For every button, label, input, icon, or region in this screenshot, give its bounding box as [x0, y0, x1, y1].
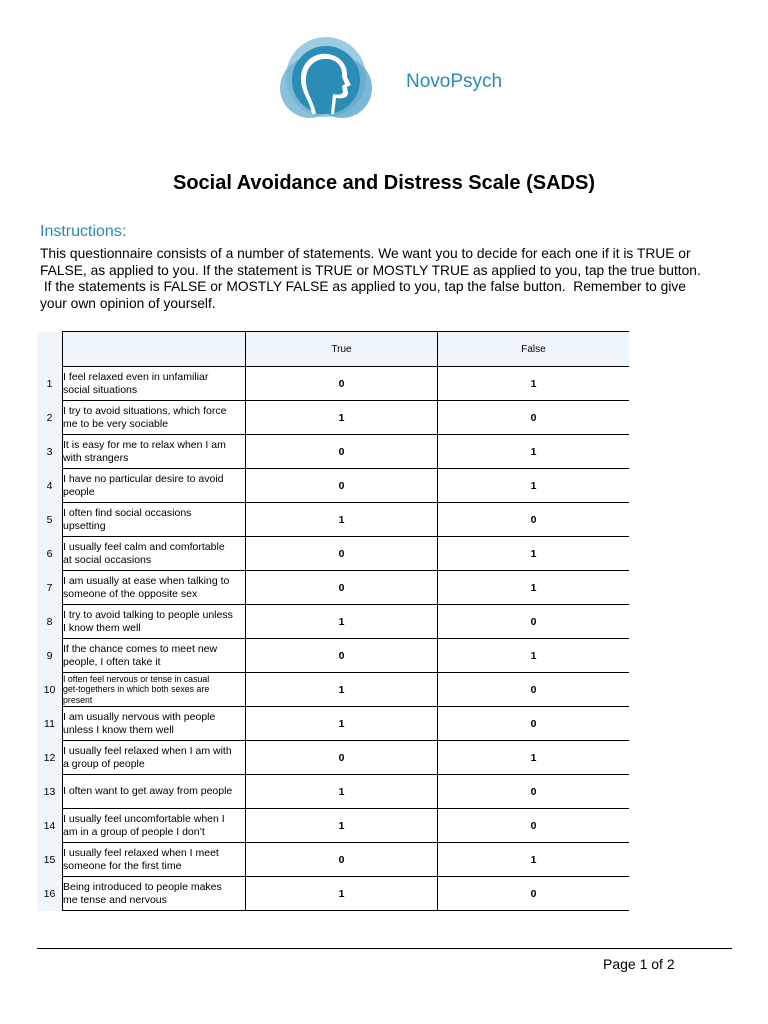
true-score-cell[interactable]: 1	[246, 877, 438, 911]
statement-line: I am usually at ease when talking to	[63, 575, 230, 587]
true-score-cell[interactable]: 0	[246, 571, 438, 605]
instructions-line: If the statements is FALSE or MOSTLY FALSE as applied to you, tap the false button. Remember to give	[40, 279, 686, 294]
novopsych-logo	[270, 30, 382, 130]
false-score-cell[interactable]: 1	[438, 843, 630, 877]
false-score-cell[interactable]: 1	[438, 435, 630, 469]
false-score-cell[interactable]: 0	[438, 605, 630, 639]
item-number: 13	[37, 775, 63, 809]
false-score-cell[interactable]: 0	[438, 775, 630, 809]
table-row	[37, 877, 629, 911]
item-statement	[63, 843, 246, 877]
item-statement	[63, 503, 246, 537]
statement-line: I often feel nervous or tense in casual	[63, 673, 210, 684]
statement-line: I have no particular desire to avoid	[63, 473, 224, 485]
statement-line: I try to avoid situations, which force	[63, 405, 227, 417]
item-number: 8	[37, 605, 63, 639]
item-statement	[63, 401, 246, 435]
item-number: 3	[37, 435, 63, 469]
statement-line: with strangers	[63, 451, 129, 464]
false-score-cell[interactable]: 1	[438, 741, 630, 775]
table-row	[37, 775, 629, 809]
item-statement	[63, 707, 246, 741]
true-score-cell[interactable]: 1	[246, 605, 438, 639]
false-score-cell[interactable]: 1	[438, 639, 630, 673]
statement-line: social situations	[63, 383, 138, 396]
item-number: 16	[37, 877, 63, 911]
item-statement	[63, 367, 246, 401]
head-profile-circles-icon	[270, 30, 382, 130]
table-row	[37, 537, 629, 571]
column-header-false: False	[438, 332, 630, 367]
true-score-cell[interactable]: 1	[246, 809, 438, 843]
false-score-cell[interactable]: 1	[438, 469, 630, 503]
statement-line: I feel relaxed even in unfamiliar	[63, 371, 209, 383]
false-score-cell[interactable]: 1	[438, 537, 630, 571]
item-statement	[63, 673, 246, 707]
footer-divider	[37, 948, 732, 949]
statement-line: I am usually nervous with people	[63, 711, 216, 723]
item-statement	[63, 809, 246, 843]
table-row	[37, 707, 629, 741]
item-number: 5	[37, 503, 63, 537]
header-number-cell	[37, 332, 63, 367]
statement-line: get-togethers in which both sexes are	[63, 684, 210, 695]
statement-line: It is easy for me to relax when I am	[63, 439, 226, 451]
false-score-cell[interactable]: 0	[438, 809, 630, 843]
true-score-cell[interactable]: 0	[246, 741, 438, 775]
statement-line: I try to avoid talking to people unless	[63, 609, 233, 621]
true-score-cell[interactable]: 1	[246, 401, 438, 435]
statement-line: someone for the first time	[63, 859, 182, 872]
statement-line: I usually feel relaxed when I meet	[63, 847, 219, 859]
table-row	[37, 843, 629, 877]
item-number: 1	[37, 367, 63, 401]
item-statement	[63, 469, 246, 503]
page-number: Page 1 of 2	[603, 956, 675, 972]
table-row	[37, 503, 629, 537]
instructions-text	[40, 246, 740, 312]
statement-line: present	[63, 694, 93, 705]
true-score-cell[interactable]: 1	[246, 503, 438, 537]
statement-line: If the chance comes to meet new	[63, 643, 218, 655]
instructions-line: This questionnaire consists of a number of statements. We want you to decide for each one if it is TRUE or	[40, 246, 691, 261]
item-statement	[63, 775, 246, 809]
false-score-cell[interactable]: 1	[438, 571, 630, 605]
instructions-line: your own opinion of yourself.	[40, 295, 216, 311]
statement-line: a group of people	[63, 757, 145, 770]
statement-line: someone of the opposite sex	[63, 587, 198, 600]
true-score-cell[interactable]: 1	[246, 775, 438, 809]
table-row	[37, 741, 629, 775]
table-row	[37, 809, 629, 843]
statement-line: I usually feel relaxed when I am with	[63, 745, 232, 757]
item-number: 7	[37, 571, 63, 605]
item-statement	[63, 435, 246, 469]
table-row	[37, 605, 629, 639]
statement-line: unless I know them well	[63, 723, 174, 736]
statement-line: am in a group of people I don’t	[63, 825, 205, 838]
true-score-cell[interactable]: 0	[246, 843, 438, 877]
true-score-cell[interactable]: 0	[246, 639, 438, 673]
item-statement	[63, 741, 246, 775]
true-score-cell[interactable]: 1	[246, 673, 438, 707]
table-row	[37, 639, 629, 673]
table-row	[37, 571, 629, 605]
item-number: 9	[37, 639, 63, 673]
item-number: 15	[37, 843, 63, 877]
item-statement	[63, 537, 246, 571]
statement-line: Being introduced to people makes	[63, 881, 222, 893]
statement-line: I often find social occasions	[63, 507, 192, 519]
statement-line: me tense and nervous	[63, 893, 167, 906]
statement-line: I often want to get away from people	[63, 785, 233, 798]
table-header-row	[37, 332, 629, 367]
false-score-cell[interactable]: 1	[438, 367, 630, 401]
item-statement	[63, 571, 246, 605]
false-score-cell[interactable]: 0	[438, 707, 630, 741]
item-number: 10	[37, 673, 63, 707]
false-score-cell[interactable]: 0	[438, 503, 630, 537]
true-score-cell[interactable]: 0	[246, 537, 438, 571]
true-score-cell[interactable]: 0	[246, 367, 438, 401]
item-number: 12	[37, 741, 63, 775]
table-row	[37, 673, 629, 707]
false-score-cell[interactable]: 0	[438, 673, 630, 707]
table-row	[37, 435, 629, 469]
table-row	[37, 401, 629, 435]
header-statement-cell	[63, 332, 246, 367]
table-row	[37, 367, 629, 401]
table-row	[37, 469, 629, 503]
statement-line: me to be very sociable	[63, 417, 169, 430]
false-score-cell[interactable]: 0	[438, 401, 630, 435]
statement-line: people	[63, 485, 95, 498]
instructions-line: FALSE, as applied to you. If the statement is TRUE or MOSTLY TRUE as applied to you, tap the true button.	[40, 262, 701, 278]
page-title: Social Avoidance and Distress Scale (SADS)	[172, 172, 595, 194]
false-score-cell[interactable]: 0	[438, 877, 630, 911]
item-statement	[63, 877, 246, 911]
item-number: 4	[37, 469, 63, 503]
item-number: 2	[37, 401, 63, 435]
statement-line: people, I often take it	[63, 655, 161, 668]
item-number: 6	[37, 537, 63, 571]
item-statement	[63, 605, 246, 639]
item-number: 11	[37, 707, 63, 741]
sads-questionnaire-table	[37, 331, 629, 911]
item-statement	[63, 639, 246, 673]
brand-name: NovoPsych	[406, 71, 503, 92]
true-score-cell[interactable]: 0	[246, 435, 438, 469]
item-number: 14	[37, 809, 63, 843]
statement-line: I usually feel calm and comfortable	[63, 541, 225, 553]
statement-line: I know them well	[63, 621, 141, 634]
instructions-heading: Instructions:	[40, 223, 127, 240]
statement-line: I usually feel uncomfortable when I	[63, 813, 225, 825]
true-score-cell[interactable]: 1	[246, 707, 438, 741]
true-score-cell[interactable]: 0	[246, 469, 438, 503]
column-header-true: True	[246, 332, 438, 367]
statement-line: at social occasions	[63, 553, 152, 566]
statement-line: upsetting	[63, 519, 106, 532]
